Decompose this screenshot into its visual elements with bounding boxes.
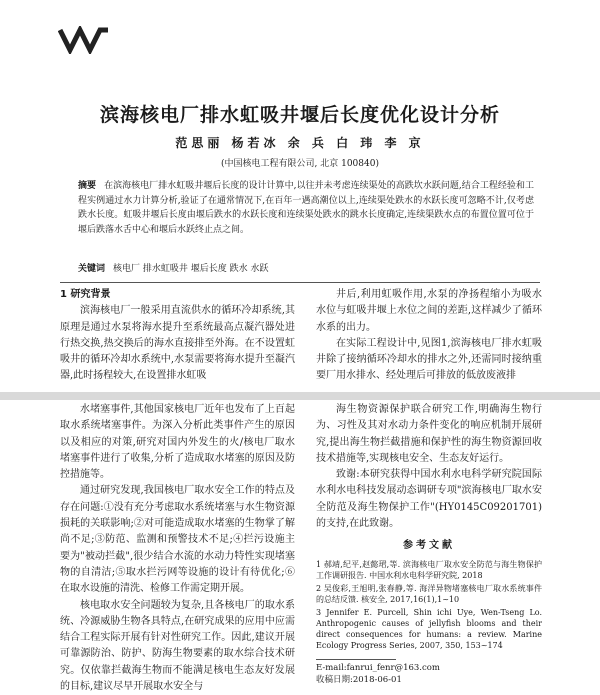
- left-column-bottom: [60, 402, 295, 695]
- abstract-label: 摘要: [78, 181, 97, 191]
- paragraph: 核电取水安全问题较为复杂,且各核电厂的取水系统、冷源威胁生物各具特点,在研究成果的应用中应需结合工程实际开展有针对性研究工作。因此,建议开展可靠源防治、防护、防海生物要素的取水综合技术研究。仅依靠拦截海生物而不能满足核电生态友好发展的目标,建议尽早开展取水安全与: [60, 599, 295, 693]
- keywords-label: 关键词: [78, 264, 106, 274]
- references-list: [316, 559, 542, 651]
- paper-authors: 范思丽 杨若冰 余 兵 白 玮 李 京: [175, 136, 425, 150]
- right-column-bottom: [316, 402, 542, 686]
- abstract-text: 在滨海核电厂排水虹吸井堰后长度的设计计算中,以往并未考虑连续渠处的高跌坎水跃问题,结合工程经验和工程实例通过水力计算分析,验证了在通常情况下,在百年一遇高潮位以上,连续渠处跌水的水跃长度可忽略不计,仅考虑跌水长度。虹吸井堰后长度由堰后跌水的水跃长度和连续渠处跌水的跳水长度确定,连续渠跌水点的布置位置可位于堰后跌落水舌中心和堰后水跃终止点之间。: [78, 181, 534, 235]
- section-heading: 1 研究背景: [60, 289, 111, 300]
- paragraph: 水堵塞事件,其他国家核电厂近年也发布了上百起取水系统堵塞事件。为深入分析此类事件产生的原因以及相应的对策,研究对国内外发生的火/核电厂取水堵塞事件进行了收集,分析了造成取水堵塞的原因及防控措施等。: [60, 404, 295, 481]
- acknowledgement: 致谢:本研究获得中国水利水电科学研究院国际水利水电科技发展动态调研专项"滨海核电厂取水安全防范及海生物保护工作"(HY0145C09201701)的支持,在此致谢。: [316, 469, 542, 530]
- paper-affiliation: (中国核电工程有限公司, 北京 100840): [221, 159, 379, 169]
- author-email: E-mail:fanrui_fenr@163.com: [316, 662, 440, 673]
- reference-item: 3 Jennifer E. Purcell, Shin ichi Uye, Wen-Tseng Lo. Anthropogenic causes of jellyfish blooms and their direct consequences for humans: a review. Marine Ecology Progress Series, 2007, 350, 153~174: [316, 607, 542, 650]
- footnote-rule: [316, 659, 396, 660]
- section-divider: [60, 282, 540, 283]
- reference-item: 1 郝靖,纪平,赵懿珺,等. 滨海核电厂取水安全防范与海生物保护工作调研报告. 中国水利水电科学研究院, 2018: [316, 559, 542, 580]
- keywords: [78, 261, 534, 274]
- right-column-top: [316, 287, 542, 385]
- paragraph: 在实际工程设计中,见图1,滨海核电厂排水虹吸井除了接纳循环冷却水的排水之外,还需同时接纳重要厂用水排水、经处理后可排放的低放废液排: [316, 337, 542, 382]
- paper-title: 滨海核电厂排水虹吸井堰后长度优化设计分析: [99, 104, 500, 126]
- abstract: [78, 179, 534, 237]
- references-heading: 参考文献: [403, 540, 455, 552]
- journal-logo: [58, 26, 110, 54]
- page-overlap-strip: [0, 392, 600, 400]
- left-column-top: [60, 287, 295, 385]
- paragraph: 海生物资源保护联合研究工作,明确海生物行为、习性及其对水动力条件变化的响应机制开展研究,提出海生物拦截措施和保护性的海生物资源回收技术措施等,实现核电安全、生态友好运行。: [316, 404, 542, 464]
- paragraph: 滨海核电厂一般采用直流供水的循环冷却系统,其原理是通过水泵将海水提升至系统最高点凝汽器处进行热交换,热交换后的海水直接排至外海。在不设置虹吸井的循环冷却水系统中,水泵需要将海水提升至凝汽器,此时扬程较大,在设置排水虹吸: [60, 305, 295, 382]
- received-date: 收稿日期:2018-06-01: [316, 674, 402, 685]
- paragraph: 井后,利用虹吸作用,水泵的净扬程缩小为吸水水位与虹吸井堰上水位之间的差距,这样减少了循环水系的出力。: [316, 289, 542, 333]
- paragraph: 通过研究发现,我国核电厂取水安全工作的特点及存在问题:①没有充分考虑取水系统堵塞与水生物资源损耗的关联影响;②对可能造成取水堵塞的生物掌了解尚不足;③防范、监测和预警技术不足;④拦污设施主要为"被动拦截",很少结合水流的水动力特性实现堵塞物的自清洁;⑤取水拦污网等设施的设计有待优化;⑥在取水设施的清洗、检修工作需定期开展。: [60, 485, 295, 595]
- keywords-text: 核电厂 排水虹吸井 堰后长度 跌水 水跃: [113, 264, 269, 274]
- reference-item: 2 吴俊彩,王旭明,张春静,等. 海洋异物堵塞核电厂取水系统事件的总结反馈. 核安全, 2017,16(1),1~10: [316, 583, 542, 604]
